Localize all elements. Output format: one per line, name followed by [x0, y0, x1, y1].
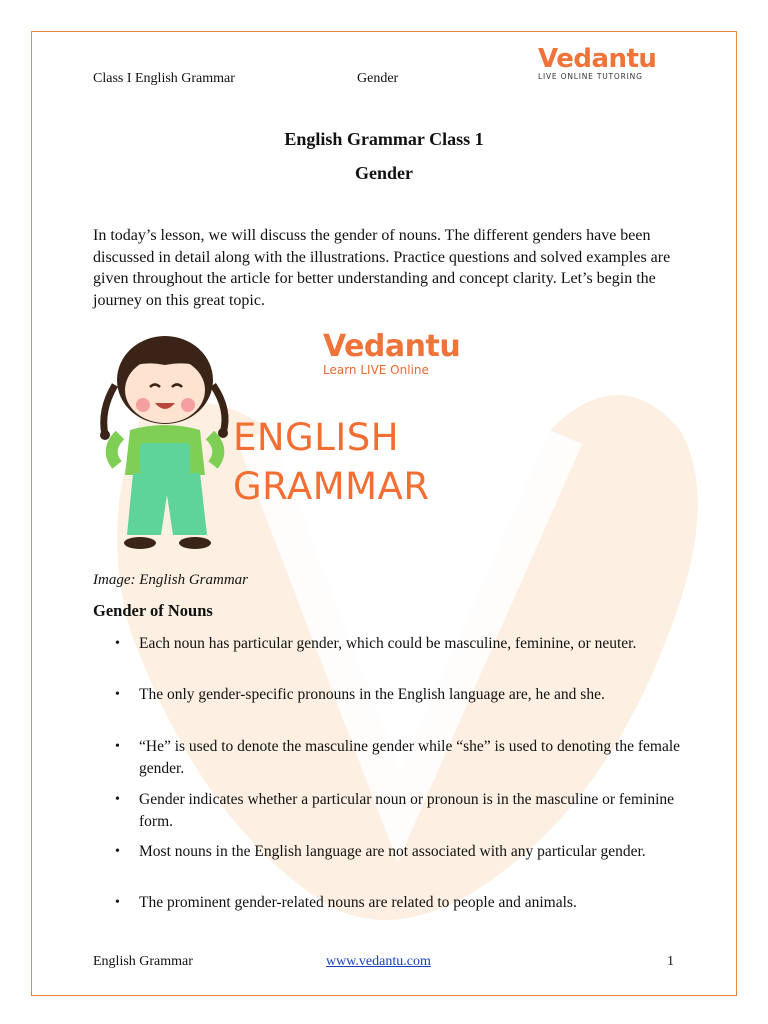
- intro-body: . The different genders have been discussed in detail along with the illustrations. Practice questions and solved examples are given throughout the article for better understanding and: [93, 227, 671, 287]
- header-topic: Gender: [357, 71, 399, 86]
- footer-title: English Grammar: [93, 954, 193, 969]
- header-logo: [538, 44, 678, 81]
- section-heading: Gender of Nouns: [93, 601, 213, 620]
- list-item: • The prominent gender-related nouns are related to people and animals.: [139, 892, 689, 914]
- page-title: English Grammar Class 1: [284, 129, 484, 149]
- banner-english: ENGLISH: [233, 416, 400, 459]
- intro-end: concept clarity. Let’s begin the journey on this great topic.: [93, 270, 656, 309]
- banner-logo: [323, 330, 463, 377]
- girl-illustration: [95, 325, 245, 555]
- list-item: • Each noun has particular gender, which could be masculine, feminine, or neuter.: [139, 633, 689, 655]
- list-item: • “He” is used to denote the masculine gender while “she” is used to denoting the female gender.: [139, 736, 689, 779]
- list-item: • Most nouns in the English language are not associated with any particular gender.: [139, 841, 689, 863]
- image-caption: Image: English Grammar: [93, 572, 248, 588]
- banner-logo-text: Vedantu: [323, 329, 461, 364]
- intro-paragraph: [93, 225, 693, 311]
- header-logo-tagline: LIVE ONLINE TUTORING: [538, 72, 643, 81]
- list-item: • Gender indicates whether a particular noun or pronoun is in the masculine or feminine form.: [139, 789, 689, 832]
- banner-logo-tagline: Learn LIVE Online: [323, 363, 429, 377]
- list-item: • The only gender-specific pronouns in the English language are, he and she.: [139, 684, 689, 706]
- page-number: 1: [667, 954, 674, 969]
- header-course-title: Class I English Grammar: [93, 71, 235, 86]
- page-subtitle: Gender: [355, 163, 413, 183]
- banner-grammar: GRAMMAR: [233, 465, 430, 508]
- footer-website-link[interactable]: www.vedantu.com: [326, 954, 431, 969]
- intro-lead: In today’s lesson, we will discuss the gender of nouns: [93, 227, 437, 244]
- header-logo-text: Vedantu: [538, 44, 657, 74]
